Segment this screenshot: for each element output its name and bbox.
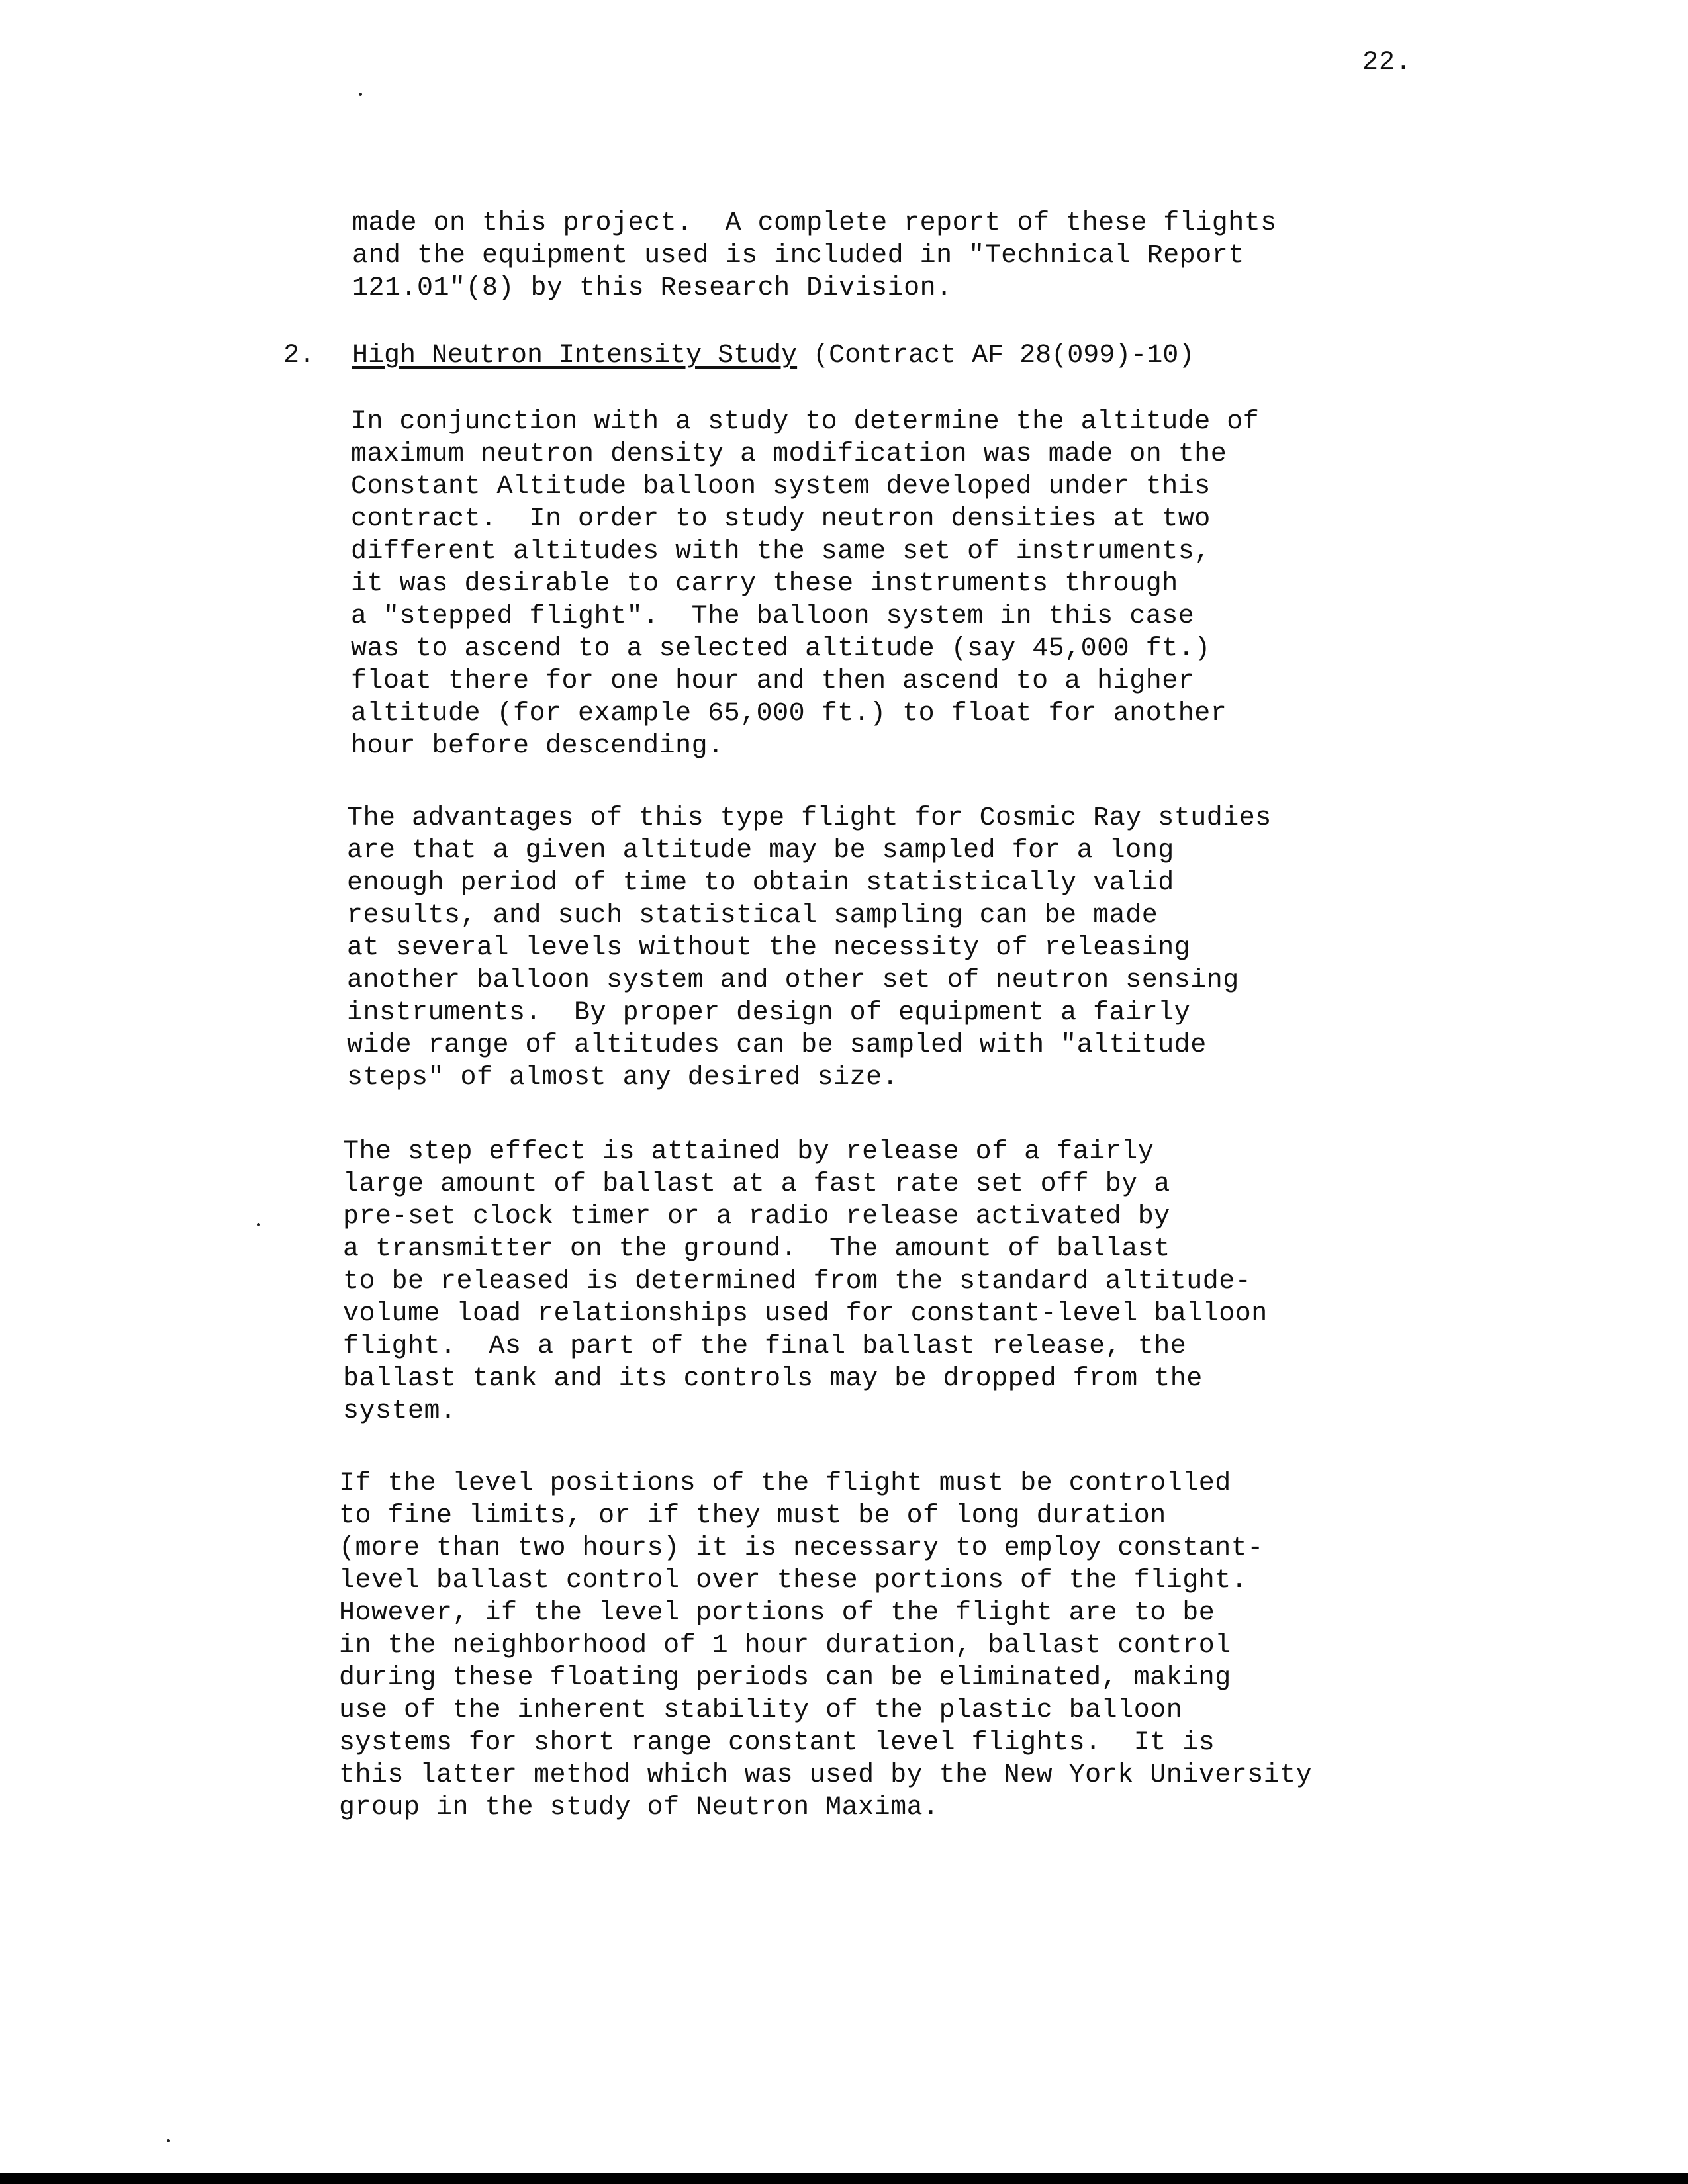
text-line: this latter method which was used by the New York University [339, 1760, 1313, 1790]
section-contract: (Contract AF 28(099)-10) [813, 341, 1195, 371]
text-line: In conjunction with a study to determine the altitude of [351, 407, 1260, 437]
text-line: and the equipment used is included in "Technical Report [352, 241, 1244, 271]
text-line: The advantages of this type flight for Cosmic Ray studies [347, 803, 1272, 833]
text-line: enough period of time to obtain statistically valid [347, 868, 1174, 898]
text-line: in the neighborhood of 1 hour duration, ballast control [339, 1631, 1231, 1661]
text-line: was to ascend to a selected altitude (say 45,000 ft.) [351, 634, 1211, 664]
page-number: 22. [1362, 48, 1413, 77]
paragraph-step-effect [343, 1136, 1268, 1428]
text-line: maximum neutron density a modification was made on the [351, 439, 1227, 469]
text-line: steps" of almost any desired size. [347, 1063, 899, 1093]
scan-bottom-edge [0, 2173, 1688, 2184]
text-line: If the level positions of the flight must be controlled [339, 1469, 1231, 1498]
text-line: altitude (for example 65,000 ft.) to float for another [351, 699, 1227, 729]
text-line: volume load relationships used for constant-level balloon [343, 1299, 1268, 1329]
text-line: are that a given altitude may be sampled for a long [347, 836, 1174, 866]
text-line: flight. As a part of the final ballast release, the [343, 1332, 1187, 1361]
section-number: 2. [283, 341, 316, 371]
paragraph-intro [352, 207, 1277, 304]
text-line: ballast tank and its controls may be dropped from the [343, 1364, 1203, 1394]
text-line: level ballast control over these portions of the flight. [339, 1566, 1248, 1596]
text-line: use of the inherent stability of the plastic balloon [339, 1696, 1183, 1725]
text-line: during these floating periods can be eliminated, making [339, 1663, 1231, 1693]
paragraph-stepped-flight [351, 406, 1259, 762]
text-line: results, and such statistical sampling can be made [347, 901, 1158, 931]
text-line: another balloon system and other set of neutron sensing [347, 966, 1239, 995]
scan-speck [359, 93, 362, 96]
scan-speck [257, 1223, 260, 1226]
text-line: However, if the level portions of the flight are to be [339, 1598, 1215, 1628]
text-line: (more than two hours) it is necessary to employ constant- [339, 1533, 1264, 1563]
text-line: systems for short range constant level flights. It is [339, 1728, 1215, 1758]
text-line: large amount of ballast at a fast rate set off by a [343, 1169, 1170, 1199]
text-line: pre-set clock timer or a radio release activated by [343, 1202, 1170, 1232]
text-line: to be released is determined from the standard altitude- [343, 1267, 1252, 1297]
text-line: it was desirable to carry these instruments through [351, 569, 1178, 599]
text-line: a "stepped flight". The balloon system in this case [351, 602, 1195, 631]
text-line: float there for one hour and then ascend to a higher [351, 666, 1195, 696]
text-line: system. [343, 1396, 457, 1426]
text-line: made on this project. A complete report of these flights [352, 208, 1277, 238]
section-title: High Neutron Intensity Study [352, 341, 798, 371]
paragraph-advantages [347, 802, 1272, 1094]
text-line: Constant Altitude balloon system developed under this [351, 472, 1211, 502]
text-line: contract. In order to study neutron densities at two [351, 504, 1211, 534]
section-heading [283, 340, 1194, 372]
paragraph-level-control [339, 1467, 1312, 1824]
text-line: at several levels without the necessity of releasing [347, 933, 1191, 963]
text-line: group in the study of Neutron Maxima. [339, 1793, 939, 1823]
text-line: a transmitter on the ground. The amount of ballast [343, 1234, 1170, 1264]
text-line: instruments. By proper design of equipment a fairly [347, 998, 1191, 1028]
text-line: The step effect is attained by release of a fairly [343, 1137, 1154, 1167]
text-line: wide range of altitudes can be sampled with "altitude [347, 1030, 1207, 1060]
scan-speck [167, 2139, 170, 2142]
text-line: hour before descending. [351, 731, 724, 761]
text-line: to fine limits, or if they must be of long duration [339, 1501, 1166, 1531]
text-line: 121.01"(8) by this Research Division. [352, 273, 953, 303]
text-line: different altitudes with the same set of instruments, [351, 537, 1211, 567]
